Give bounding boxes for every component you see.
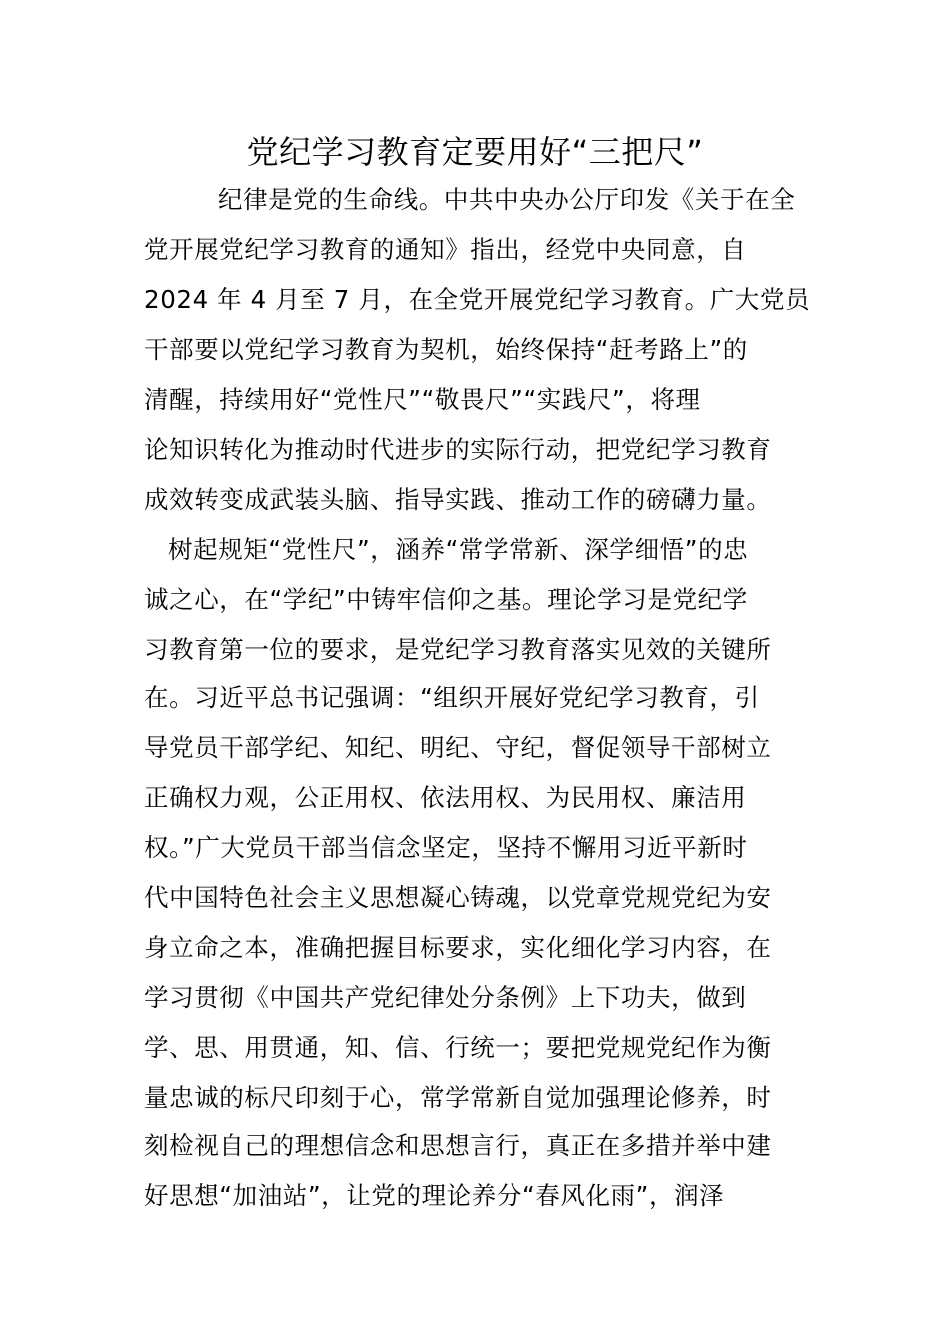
paragraph-line: 刻检视自己的理想信念和思想言行，真正在多措并举中建 [144,1131,772,1160]
paragraph-line: 论知识转化为推动时代进步的实际行动，把党纪学习教育 [144,435,772,464]
paragraph-line: 好思想“加油站”，让党的理论养分“春风化雨”，润泽 [144,1181,725,1210]
paragraph-line: 成效转变成武装头脑、指导实践、推动工作的磅礴力量。 [144,485,772,514]
paragraph-line: 正确权力观，公正用权、依法用权、为民用权、廉洁用 [144,783,747,812]
paragraph-line: 党开展党纪学习教育的通知》指出，经党中央同意，自 [144,235,747,264]
paragraph-line: 学习贯彻《中国共产党纪律处分条例》上下功夫，做到 [144,983,747,1012]
paragraph-line: 2024 年 4 月至 7 月，在全党开展党纪学习教育。广大党员 [144,285,811,314]
paragraph-line: 树起规矩“党性尺”，涵养“常学常新、深学细悟”的忠 [168,535,749,564]
paragraph-line: 权。”广大党员干部当信念坚定，坚持不懈用习近平新时 [144,833,748,862]
paragraph-line: 纪律是党的生命线。中共中央办公厅印发《关于在全 [218,185,796,214]
paragraph-line: 诚之心，在“学纪”中铸牢信仰之基。理论学习是党纪学 [144,585,748,614]
paragraph-line: 导党员干部学纪、知纪、明纪、守纪，督促领导干部树立 [144,733,772,762]
paragraph-line: 习教育第一位的要求，是党纪学习教育落实见效的关键所 [144,635,772,664]
document-title: 党纪学习教育定要用好“三把尺” [246,133,704,171]
paragraph-line: 学、思、用贯通，知、信、行统一；要把党规党纪作为衡 [144,1033,772,1062]
paragraph-line: 量忠诚的标尺印刻于心，常学常新自觉加强理论修养，时 [144,1083,772,1112]
paragraph-line: 身立命之本，准确把握目标要求，实化细化学习内容，在 [144,933,772,962]
paragraph-line: 在。习近平总书记强调：“组织开展好党纪学习教育，引 [144,683,760,712]
paragraph-line: 代中国特色社会主义思想凝心铸魂，以党章党规党纪为安 [144,883,772,912]
paragraph-line: 清醒，持续用好“党性尺”“敬畏尺”“实践尺”，将理 [144,385,701,414]
paragraph-line: 干部要以党纪学习教育为契机，始终保持“赶考路上”的 [144,335,748,364]
